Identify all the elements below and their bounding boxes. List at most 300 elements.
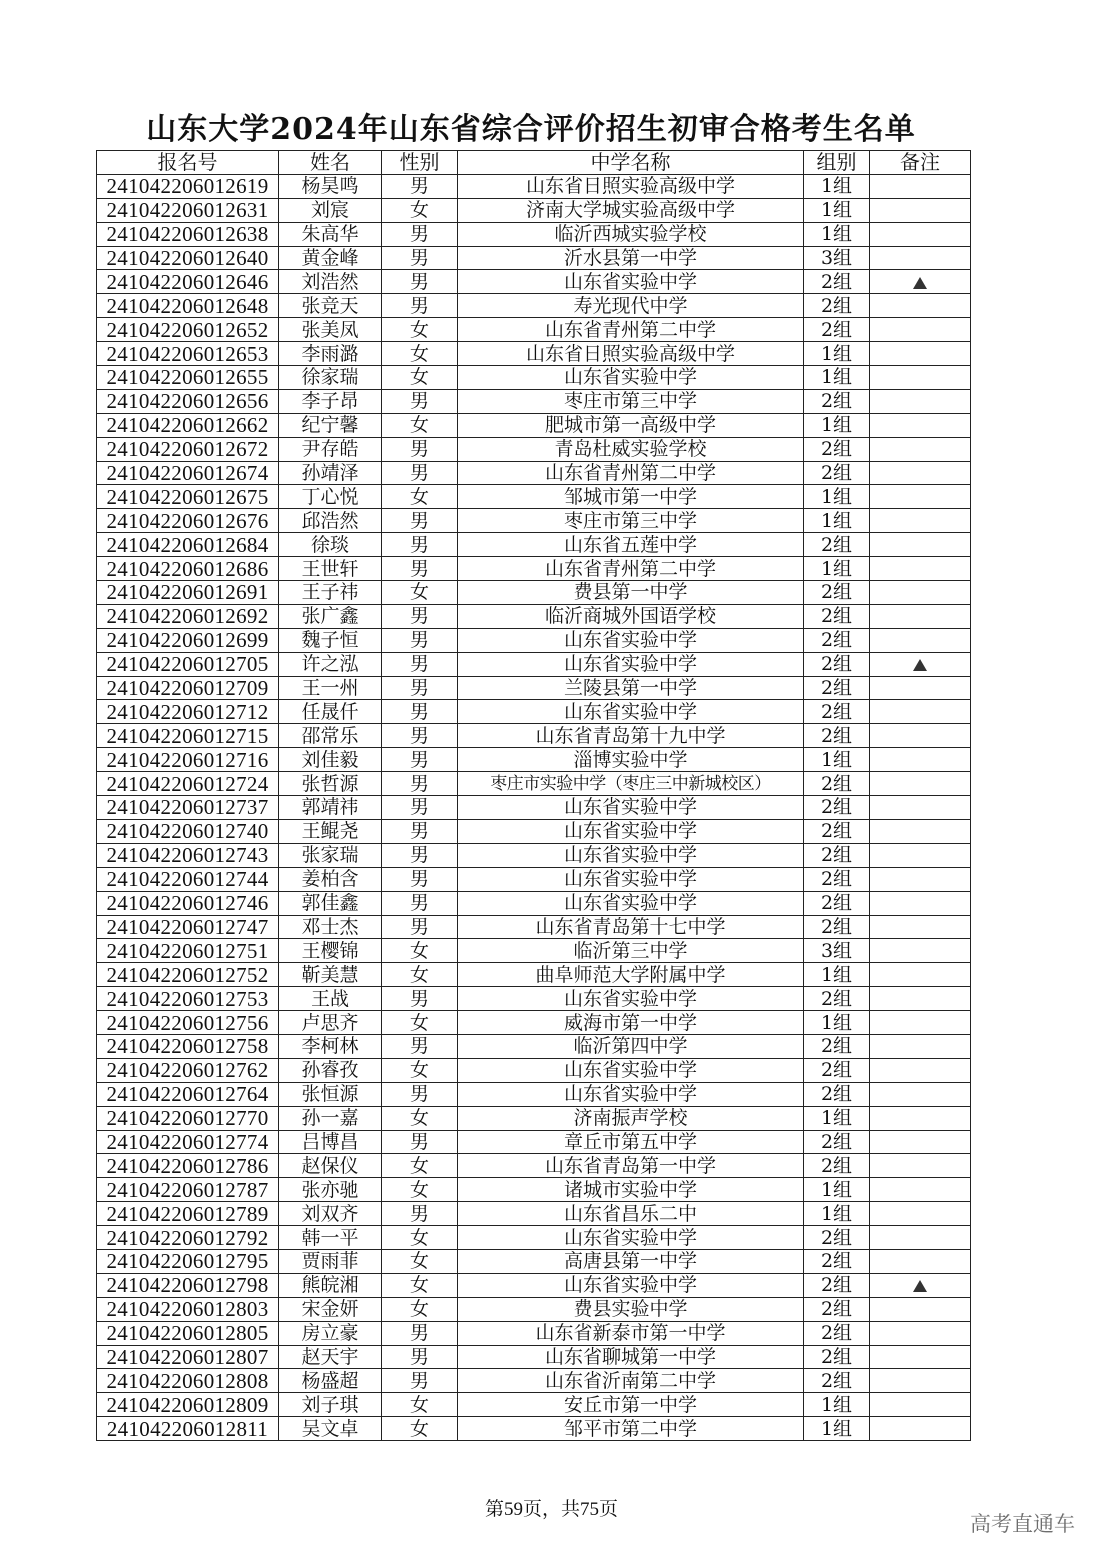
table-row [97,1369,971,1393]
name-cell: 黄金峰 [279,246,382,270]
table-row [97,1202,971,1226]
registration-number-cell: 241042206012709 [97,676,279,700]
remarks-cell [870,557,971,581]
school-cell: 山东省青岛第十九中学 [458,724,804,748]
gender-cell: 女 [382,1058,458,1082]
school-cell: 山东省沂南第二中学 [458,1369,804,1393]
remarks-cell [870,246,971,270]
registration-number-cell: 241042206012747 [97,915,279,939]
remarks-cell [870,485,971,509]
remarks-cell [870,1011,971,1035]
name-cell: 王战 [279,987,382,1011]
registration-number-cell: 241042206012740 [97,819,279,843]
table-row [97,724,971,748]
name-cell: 张恒源 [279,1082,382,1106]
table-row [97,437,971,461]
name-cell: 孙靖泽 [279,461,382,485]
table-row [97,581,971,605]
gender-cell: 男 [382,987,458,1011]
remarks-cell [870,366,971,390]
remarks-cell [870,628,971,652]
remarks-cell [870,1106,971,1130]
table-row [97,843,971,867]
name-cell: 李子昂 [279,389,382,413]
table-row [97,246,971,270]
registration-number-cell: 241042206012744 [97,867,279,891]
table-row [97,1345,971,1369]
gender-cell: 男 [382,1321,458,1345]
table-row [97,1058,971,1082]
remarks-cell [870,318,971,342]
registration-number-cell: 241042206012691 [97,581,279,605]
table-row [97,533,971,557]
group-cell: 1组 [804,1106,870,1130]
gender-cell: 男 [382,796,458,820]
group-cell: 2组 [804,270,870,294]
school-cell: 兰陵县第一中学 [458,676,804,700]
table-row [97,652,971,676]
name-cell: 靳美慧 [279,963,382,987]
name-cell: 张家瑞 [279,843,382,867]
name-cell: 李柯林 [279,1034,382,1058]
table-row [97,1034,971,1058]
remarks-cell [870,1321,971,1345]
table-row [97,1417,971,1441]
remarks-cell [870,437,971,461]
school-cell: 沂水县第一中学 [458,246,804,270]
registration-number-cell: 241042206012638 [97,222,279,246]
school-cell: 临沂第三中学 [458,939,804,963]
group-cell: 1组 [804,1393,870,1417]
remarks-cell [870,1154,971,1178]
school-cell: 邹城市第一中学 [458,485,804,509]
group-cell: 2组 [804,604,870,628]
registration-number-cell: 241042206012787 [97,1178,279,1202]
remarks-cell [870,413,971,437]
group-cell: 1组 [804,366,870,390]
name-cell: 张广鑫 [279,604,382,628]
remarks-cell [870,1345,971,1369]
gender-cell: 男 [382,1345,458,1369]
header-group: 组别 [804,151,870,175]
name-cell: 杨昊鸣 [279,174,382,198]
table-row [97,604,971,628]
school-cell: 山东省实验中学 [458,1082,804,1106]
registration-number-cell: 241042206012640 [97,246,279,270]
table-row [97,1393,971,1417]
table-row [97,1321,971,1345]
table-row [97,318,971,342]
remarks-cell [870,843,971,867]
remarks-cell [870,1249,971,1273]
school-cell: 高唐县第一中学 [458,1249,804,1273]
page-mid: 页，共 [522,1499,580,1520]
name-cell: 丁心悦 [279,485,382,509]
group-cell: 1组 [804,963,870,987]
registration-number-cell: 241042206012672 [97,437,279,461]
registration-number-cell: 241042206012656 [97,389,279,413]
school-cell: 山东省实验中学 [458,652,804,676]
name-cell: 孙一嘉 [279,1106,382,1130]
group-cell: 2组 [804,843,870,867]
name-cell: 宋金妍 [279,1297,382,1321]
table-row [97,1106,971,1130]
name-cell: 杨盛超 [279,1369,382,1393]
school-cell: 青岛杜威实验学校 [458,437,804,461]
school-cell: 山东省新泰市第一中学 [458,1321,804,1345]
registration-number-cell: 241042206012808 [97,1369,279,1393]
remarks-cell [870,796,971,820]
header-remarks: 备注 [870,151,971,175]
name-cell: 刘宸 [279,198,382,222]
group-cell: 1组 [804,1417,870,1441]
group-cell: 2组 [804,891,870,915]
gender-cell: 男 [382,1130,458,1154]
group-cell: 2组 [804,772,870,796]
gender-cell: 女 [382,1226,458,1250]
table-row [97,939,971,963]
registration-number-cell: 241042206012752 [97,963,279,987]
remarks-cell [870,294,971,318]
gender-cell: 女 [382,1154,458,1178]
school-cell: 山东省实验中学 [458,1273,804,1297]
table-row [97,676,971,700]
registration-number-cell: 241042206012716 [97,748,279,772]
table-row [97,198,971,222]
table-row [97,963,971,987]
name-cell: 贾雨菲 [279,1249,382,1273]
table-row [97,796,971,820]
school-cell: 诸城市实验中学 [458,1178,804,1202]
registration-number-cell: 241042206012764 [97,1082,279,1106]
remark-triangle-icon [913,1280,927,1292]
remarks-cell [870,461,971,485]
group-cell: 3组 [804,246,870,270]
remarks-cell [870,1034,971,1058]
school-cell: 威海市第一中学 [458,1011,804,1035]
name-cell: 王世轩 [279,557,382,581]
group-cell: 1组 [804,342,870,366]
name-cell: 尹存皓 [279,437,382,461]
school-cell: 寿光现代中学 [458,294,804,318]
remarks-cell [870,724,971,748]
remarks-cell [870,1130,971,1154]
school-cell: 山东省日照实验高级中学 [458,174,804,198]
gender-cell: 男 [382,676,458,700]
school-cell: 山东省实验中学 [458,1226,804,1250]
name-cell: 卢思齐 [279,1011,382,1035]
table-body [97,174,971,1440]
header-school: 中学名称 [458,151,804,175]
group-cell: 2组 [804,1226,870,1250]
remarks-cell [870,939,971,963]
school-cell: 山东省青岛第十七中学 [458,915,804,939]
group-cell: 1组 [804,748,870,772]
gender-cell: 男 [382,557,458,581]
registration-number-cell: 241042206012809 [97,1393,279,1417]
table-row [97,270,971,294]
name-cell: 李雨潞 [279,342,382,366]
remarks-cell [870,1058,971,1082]
registration-number-cell: 241042206012619 [97,174,279,198]
gender-cell: 女 [382,413,458,437]
school-cell: 章丘市第五中学 [458,1130,804,1154]
group-cell: 2组 [804,724,870,748]
registration-number-cell: 241042206012653 [97,342,279,366]
gender-cell: 女 [382,1249,458,1273]
gender-cell: 女 [382,1273,458,1297]
group-cell: 2组 [804,389,870,413]
gender-cell: 男 [382,1202,458,1226]
registration-number-cell: 241042206012674 [97,461,279,485]
remarks-cell [870,772,971,796]
gender-cell: 男 [382,748,458,772]
page-suffix: 页 [599,1499,619,1520]
name-cell: 王鲲尧 [279,819,382,843]
remarks-cell [870,915,971,939]
group-cell: 1组 [804,174,870,198]
school-cell: 济南振声学校 [458,1106,804,1130]
registration-number-cell: 241042206012648 [97,294,279,318]
gender-cell: 女 [382,1106,458,1130]
group-cell: 2组 [804,987,870,1011]
name-cell: 徐琰 [279,533,382,557]
remarks-cell [870,198,971,222]
table-row [97,1273,971,1297]
group-cell: 2组 [804,318,870,342]
gender-cell: 男 [382,461,458,485]
group-cell: 2组 [804,1082,870,1106]
remark-triangle-icon [913,659,927,671]
gender-cell: 男 [382,604,458,628]
table-row [97,1249,971,1273]
table-row [97,389,971,413]
table-row [97,867,971,891]
remarks-cell [870,604,971,628]
school-cell: 山东省青岛第一中学 [458,1154,804,1178]
school-cell: 山东省实验中学 [458,891,804,915]
registration-number-cell: 241042206012811 [97,1417,279,1441]
registration-number-cell: 241042206012770 [97,1106,279,1130]
group-cell: 2组 [804,1369,870,1393]
registration-number-cell: 241042206012751 [97,939,279,963]
group-cell: 3组 [804,939,870,963]
school-cell: 安丘市第一中学 [458,1393,804,1417]
remarks-cell [870,987,971,1011]
school-cell: 肥城市第一高级中学 [458,413,804,437]
registration-number-cell: 241042206012699 [97,628,279,652]
name-cell: 郭靖祎 [279,796,382,820]
gender-cell: 男 [382,915,458,939]
table-row [97,1130,971,1154]
school-cell: 山东省青州第二中学 [458,318,804,342]
registration-number-cell: 241042206012807 [97,1345,279,1369]
gender-cell: 男 [382,294,458,318]
school-cell: 山东省实验中学 [458,843,804,867]
remarks-cell [870,963,971,987]
group-cell: 2组 [804,628,870,652]
registration-number-cell: 241042206012675 [97,485,279,509]
gender-cell: 男 [382,509,458,533]
school-cell: 山东省实验中学 [458,867,804,891]
table-row [97,628,971,652]
school-cell: 济南大学城实验高级中学 [458,198,804,222]
document-title: 山东大学2024年山东省综合评价招生初审合格考生名单 [146,112,916,147]
registration-number-cell: 241042206012737 [97,796,279,820]
gender-cell: 女 [382,366,458,390]
name-cell: 王一州 [279,676,382,700]
school-cell: 山东省昌乐二中 [458,1202,804,1226]
name-cell: 刘佳毅 [279,748,382,772]
table-row [97,819,971,843]
school-cell: 山东省实验中学 [458,819,804,843]
candidate-table [96,150,971,1441]
school-cell: 山东省实验中学 [458,628,804,652]
registration-number-cell: 241042206012676 [97,509,279,533]
school-cell: 邹平市第二中学 [458,1417,804,1441]
gender-cell: 男 [382,772,458,796]
gender-cell: 女 [382,963,458,987]
table-row [97,413,971,437]
school-cell: 淄博实验中学 [458,748,804,772]
name-cell: 徐家瑞 [279,366,382,390]
name-cell: 纪宁馨 [279,413,382,437]
remarks-cell [870,700,971,724]
table-row [97,915,971,939]
group-cell: 1组 [804,198,870,222]
name-cell: 王子祎 [279,581,382,605]
gender-cell: 男 [382,867,458,891]
remarks-cell [870,581,971,605]
remarks-cell [870,389,971,413]
name-cell: 韩一平 [279,1226,382,1250]
remarks-cell [870,652,971,676]
table-row [97,485,971,509]
gender-cell: 男 [382,270,458,294]
registration-number-cell: 241042206012712 [97,700,279,724]
table-row [97,366,971,390]
remarks-cell [870,867,971,891]
school-cell: 临沂商城外国语学校 [458,604,804,628]
group-cell: 2组 [804,1249,870,1273]
school-cell: 枣庄市实验中学（枣庄三中新城校区） [458,772,804,796]
group-cell: 2组 [804,1297,870,1321]
table-row [97,987,971,1011]
school-cell: 山东省青州第二中学 [458,461,804,485]
table-row [97,1011,971,1035]
group-cell: 2组 [804,1034,870,1058]
name-cell: 张哲源 [279,772,382,796]
registration-number-cell: 241042206012805 [97,1321,279,1345]
registration-number-cell: 241042206012652 [97,318,279,342]
school-cell: 临沂西城实验学校 [458,222,804,246]
name-cell: 孙睿孜 [279,1058,382,1082]
gender-cell: 男 [382,437,458,461]
gender-cell: 女 [382,198,458,222]
remarks-cell [870,819,971,843]
school-cell: 山东省聊城第一中学 [458,1345,804,1369]
name-cell: 邓士杰 [279,915,382,939]
table-row [97,557,971,581]
header-name: 姓名 [279,151,382,175]
remarks-cell [870,270,971,294]
gender-cell: 女 [382,318,458,342]
gender-cell: 女 [382,1393,458,1417]
group-cell: 2组 [804,700,870,724]
remarks-cell [870,1082,971,1106]
registration-number-cell: 241042206012705 [97,652,279,676]
remarks-cell [870,1417,971,1441]
remarks-cell [870,174,971,198]
name-cell: 魏子恒 [279,628,382,652]
group-cell: 2组 [804,1321,870,1345]
gender-cell: 女 [382,581,458,605]
table-row [97,461,971,485]
name-cell: 任晟仟 [279,700,382,724]
name-cell: 吕博昌 [279,1130,382,1154]
registration-number-cell: 241042206012715 [97,724,279,748]
registration-number-cell: 241042206012789 [97,1202,279,1226]
name-cell: 房立豪 [279,1321,382,1345]
name-cell: 赵保仪 [279,1154,382,1178]
gender-cell: 男 [382,891,458,915]
school-cell: 费县第一中学 [458,581,804,605]
group-cell: 2组 [804,533,870,557]
remarks-cell [870,342,971,366]
group-cell: 2组 [804,796,870,820]
school-cell: 山东省实验中学 [458,796,804,820]
group-cell: 2组 [804,915,870,939]
school-cell: 山东省实验中学 [458,987,804,1011]
watermark-text: 高考直通车 [970,1512,1075,1536]
table-row [97,772,971,796]
name-cell: 刘子琪 [279,1393,382,1417]
registration-number-cell: 241042206012786 [97,1154,279,1178]
registration-number-cell: 241042206012724 [97,772,279,796]
name-cell: 邵常乐 [279,724,382,748]
name-cell: 刘双齐 [279,1202,382,1226]
gender-cell: 男 [382,724,458,748]
name-cell: 吴文卓 [279,1417,382,1441]
group-cell: 2组 [804,1154,870,1178]
remarks-cell [870,509,971,533]
table-row [97,294,971,318]
remarks-cell [870,1202,971,1226]
group-cell: 2组 [804,1273,870,1297]
registration-number-cell: 241042206012803 [97,1297,279,1321]
gender-cell: 女 [382,342,458,366]
table-row [97,748,971,772]
remarks-cell [870,1273,971,1297]
gender-cell: 男 [382,628,458,652]
school-cell: 山东省五莲中学 [458,533,804,557]
gender-cell: 男 [382,174,458,198]
gender-cell: 女 [382,485,458,509]
registration-number-cell: 241042206012646 [97,270,279,294]
school-cell: 山东省实验中学 [458,270,804,294]
table-header-row [97,151,971,175]
name-cell: 熊皖湘 [279,1273,382,1297]
remarks-cell [870,676,971,700]
group-cell: 2组 [804,819,870,843]
name-cell: 张亦驰 [279,1178,382,1202]
group-cell: 1组 [804,1202,870,1226]
school-cell: 费县实验中学 [458,1297,804,1321]
name-cell: 张美凤 [279,318,382,342]
group-cell: 2组 [804,1058,870,1082]
group-cell: 2组 [804,867,870,891]
gender-cell: 女 [382,1178,458,1202]
